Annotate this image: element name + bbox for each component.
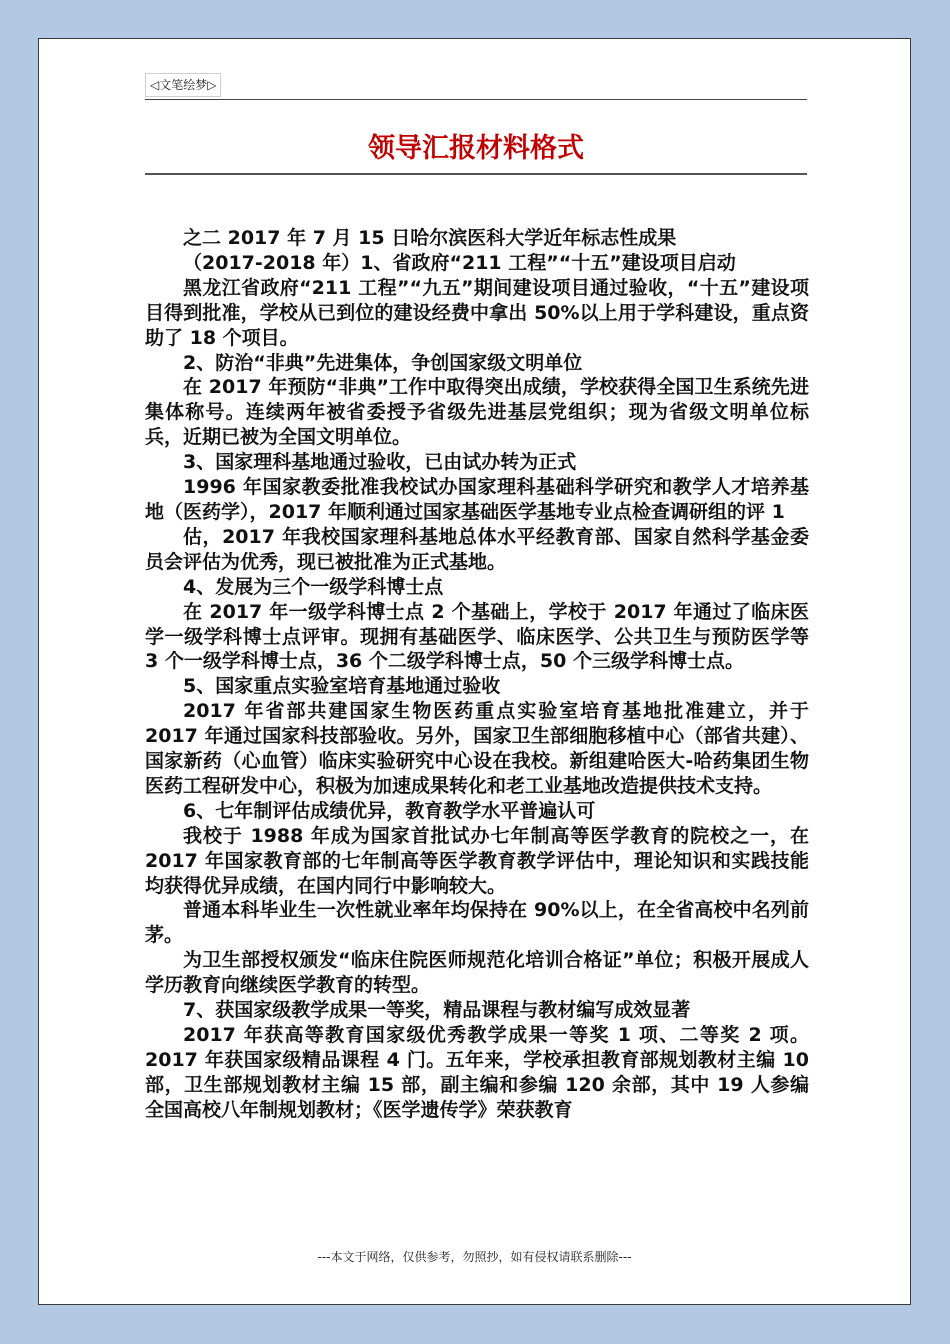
paragraph: 我校于 1988 年成为国家首批试办七年制高等医学教育的院校之一，在 2017 年国家教育部的七年制高等医学教育教学评估中，理论知识和实践技能均获得优异成绩，在国内同行中影响较大。 [145, 824, 809, 897]
paragraph: 黑龙江省政府“211 工程”“九五”期间建设项目通过验收，“十五”建设项目得到批准，学校从已到位的建设经费中拿出 50%以上用于学科建设，重点资助了 18 个项目。 [145, 276, 809, 349]
title-rule [145, 173, 807, 175]
paragraph: 2017 年获高等教育国家级优秀教学成果一等奖 1 项、二等奖 2 项。2017 年获国家级精品课程 4 门。五年来，学校承担教育部规划教材主编 10 部，卫生部规划教材主编 15 部，副主编和参编 120 余部，其中 19 人参编全国高校八年制规划教材；《医学遗传学》荣获教育 [145, 1024, 809, 1121]
paragraph: 在 2017 年一级学科博士点 2 个基础上，学校于 2017 年通过了临床医学一级学科博士点评审。现拥有基础医学、临床医学、公共卫生与预防医学等 3 个一级学科博士点，36 个二级学科博士点，50 个三级学科博士点。 [145, 600, 809, 673]
paragraph: 5、国家重点实验室培育基地通过验收 [183, 675, 501, 698]
paragraph: 普通本科毕业生一次性就业率年均保持在 90%以上，在全省高校中名列前茅。 [145, 899, 809, 947]
header-rule [145, 99, 807, 100]
paragraph: 7、获国家级教学成果一等奖，精品课程与教材编写成效显著 [183, 999, 691, 1022]
footer-disclaimer: ---本文于网络，仅供参考，勿照抄，如有侵权请联系删除--- [317, 1250, 632, 1264]
paragraph: 2、防治“非典”先进集体，争创国家级文明单位 [183, 351, 583, 374]
page-title: 领导汇报材料格式 [368, 133, 584, 164]
paragraph: 1996 年国家教委批准我校试办国家理科基础科学研究和教学人才培养基地（医药学），2017 年顺利通过国家基础医学基地专业点检查调研组的评 1 [145, 476, 809, 523]
document-page [38, 38, 911, 1305]
paragraph: 估，2017 年我校国家理科基地总体水平经教育部、国家自然科学基金委员会评估为优秀，现已被批准为正式基地。 [145, 525, 809, 573]
paragraph: 之二 2017 年 7 月 15 日哈尔滨医科大学近年标志性成果 [183, 227, 677, 249]
paragraph: 3、国家理科基地通过验收，已由试办转为正式 [183, 451, 577, 474]
paragraph: 为卫生部授权颁发“临床住院医师规范化培训合格证”单位；积极开展成人学历教育向继续医学教育的转型。 [145, 949, 809, 997]
paragraph: 6、七年制评估成绩优异，教育教学水平普遍认可 [183, 799, 596, 822]
paragraph: 4、发展为三个一级学科博士点 [183, 575, 444, 598]
header-tag: ◁文笔绘梦▷ [145, 73, 221, 97]
body-text [145, 226, 809, 1123]
paragraph: （2017-2018 年）1、省政府“211 工程”“十五”建设项目启动 [183, 251, 736, 274]
paragraph: 在 2017 年预防“非典”工作中取得突出成绩，学校获得全国卫生系统先进集体称号。连续两年被省委授予省级先进基层党组织；现为省级文明单位标兵，近期已被为全国文明单位。 [145, 376, 809, 449]
paragraph: 2017 年省部共建国家生物医药重点实验室培育基地批准建立，并于 2017 年通过国家科技部验收。另外，国家卫生部细胞移植中心（部省共建）、国家新药（心血管）临床实验研究中心设在我校。新组建哈医大-哈药集团生物医药工程研发中心，积极为加速成果转化和老工业基地改造提供技术支持。 [145, 700, 809, 797]
